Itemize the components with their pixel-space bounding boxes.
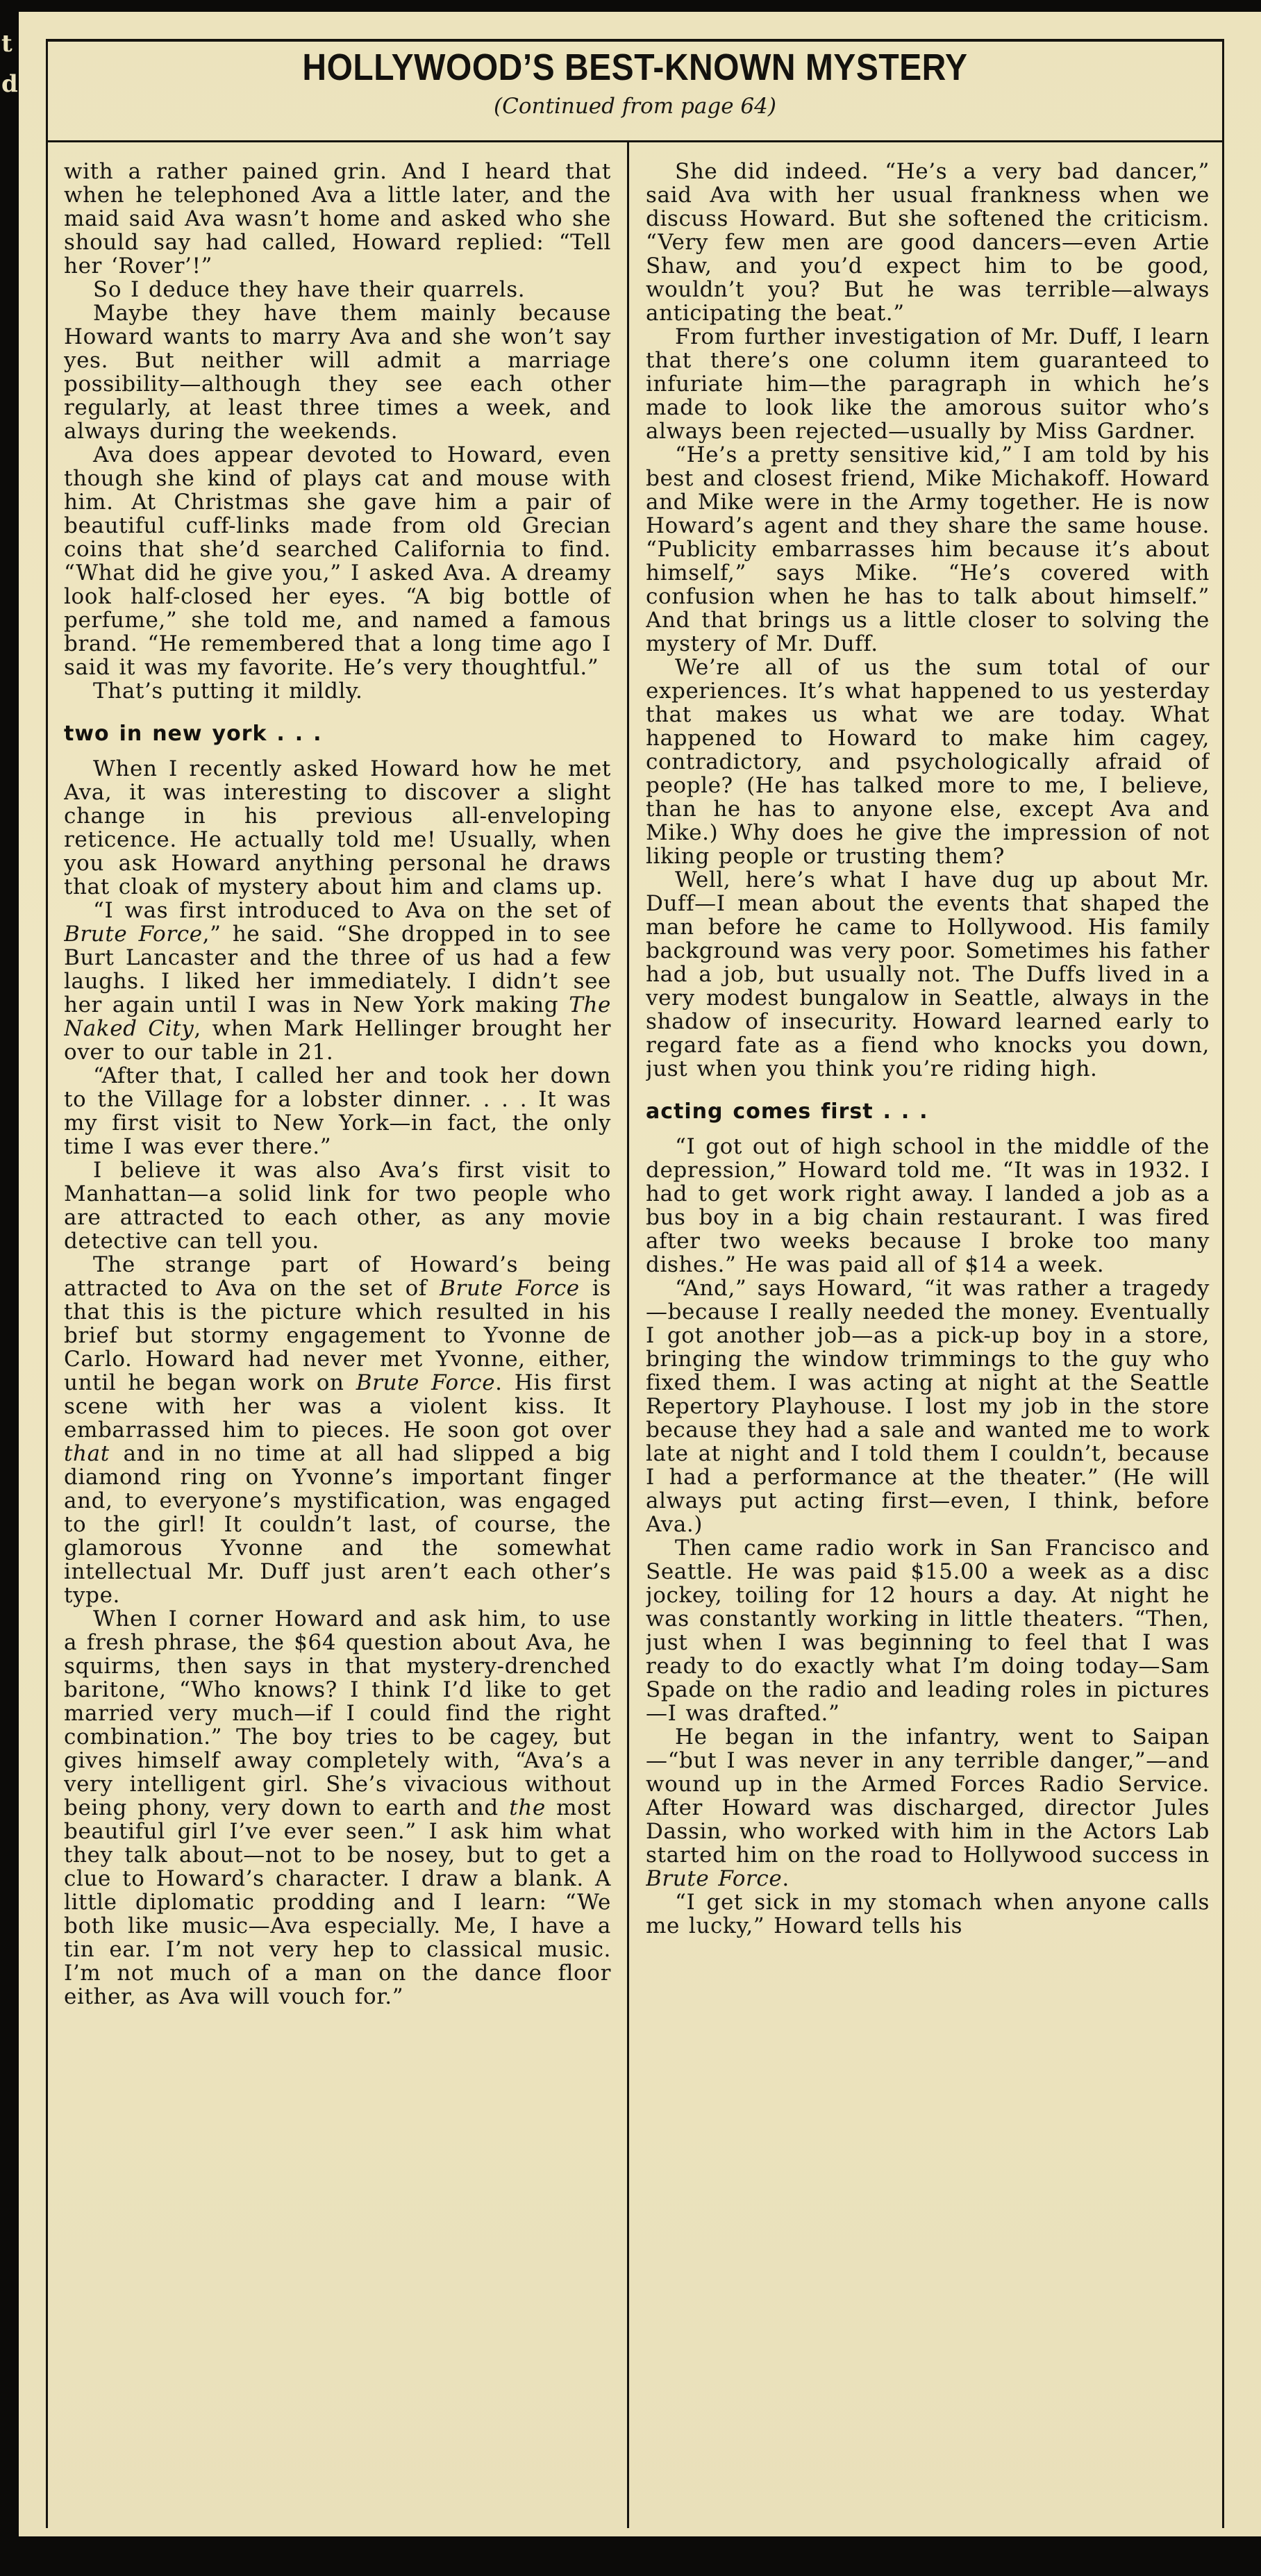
header-top-rule	[46, 39, 1224, 42]
article-header	[46, 47, 1224, 119]
article-paragraph: “I get sick in my stomach when anyone calls me lucky,” Howard tells his	[646, 1890, 1210, 1938]
article-paragraph: We’re all of us the sum total of our experiences. It’s what happened to us yesterday that makes us what we are today. What happened to Howard to make him cagey, contradictory, and psychologically afraid of people? (He has talked more to me, I believe, than he has to anyone else, except Ava and Mike.) Why does he give the impression of not liking people or trusting them?	[646, 655, 1210, 869]
section-heading: acting comes first . . .	[646, 1099, 928, 1124]
article-paragraph: “After that, I called her and took her down to the Village for a lobster dinner. . . . It was my first visit to New York—in fact, the only time I was ever there.”	[64, 1063, 611, 1159]
article-paragraph: “I got out of high school in the middle of the depression,” Howard told me. “It was in 1932. I had to get work right away. I landed a job as a bus boy in a big chain restaurant. I was fired after two weeks because I broke too many dishes.” He was paid all of $14 a week.	[646, 1134, 1210, 1277]
right-column	[646, 160, 1210, 2525]
article-paragraph: When I corner Howard and ask him, to use a fresh phrase, the $64 question about Ava, he squirms, then says in that mystery-drenched baritone, “Who knows? I think I’d like to get married very much—if I could find the right combination.” The boy tries to be cagey, but gives himself away completely with, “Ava’s a very intelligent girl. She’s vivacious without being phony, very down to earth and the most beautiful girl I’ve ever seen.” I ask him what they talk about—not to be nosey, but to get a clue to Howard’s character. I draw a blank. A little diplomatic prodding and I learn: “We both like music—Ava especially. Me, I have a tin ear. I’m not very hep to classical music. I’m not much of a man on the dance floor either, as Ava will vouch for.”	[64, 1606, 611, 2009]
article-paragraph: From further investigation of Mr. Duff, I learn that there’s one column item guaranteed to infuriate him—the paragraph in which he’s made to look like the amorous suitor who’s always been rejected—usually by Miss Gardner.	[646, 324, 1210, 444]
left-column	[64, 160, 611, 2525]
edge-bleed-text: d	[1, 70, 18, 98]
article-body	[64, 160, 1210, 2525]
header-bottom-rule	[46, 140, 1224, 142]
article-paragraph: The strange part of Howard’s being attracted to Ava on the set of Brute Force is that this is the picture which resulted in his brief but stormy engagement to Yvonne de Carlo. Howard had never met Yvonne, either, until he began work on Brute Force. His first scene with her was a violent kiss. It embarrassed him to pieces. He soon got over that and in no time at all had slipped a big diamond ring on Yvonne’s important finger and, to everyone’s mystification, was engaged to the girl! It couldn’t last, of course, the glamorous Yvonne and the somewhat intellectual Mr. Duff just aren’t each other’s type.	[64, 1252, 611, 1608]
page-bottom-border	[0, 2536, 1261, 2576]
right-frame-rule	[1222, 39, 1224, 2528]
section-heading: two in new york . . .	[64, 722, 322, 746]
article-paragraph: That’s putting it mildly.	[93, 679, 363, 704]
article-paragraph: with a rather pained grin. And I heard that when he telephoned Ava a little later, and the maid said Ava wasn’t home and asked who she should say had called, Howard replied: “Tell her ‘Rover’!”	[64, 160, 611, 279]
article-paragraph: When I recently asked Howard how he met Ava, it was interesting to discover a slight change in his previous all-enveloping reticence. He actually told me! Usually, when you ask Howard anything personal he draws that cloak of mystery about him and clams up.	[64, 756, 611, 899]
article-title: HOLLYWOOD’S BEST-KNOWN MYSTERY	[302, 47, 968, 89]
article-paragraph: “He’s a pretty sensitive kid,” I am told by his best and closest friend, Mike Michakoff. Howard and Mike were in the Army together. He is now Howard’s agent and they share the same house. “Publicity embarrasses him because it’s about himself,” says Mike. “He’s covered with confusion when he has to talk about himself.” And that brings us a little closer to solving the mystery of Mr. Duff.	[646, 442, 1210, 656]
page-edge-strip	[0, 0, 19, 2576]
article-paragraph: Maybe they have them mainly because Howard wants to marry Ava and she won’t say yes. But neither will admit a marriage possibility—although they see each other regularly, at least three times a week, and always during the weekends.	[64, 301, 611, 444]
article-paragraph: “I was first introduced to Ava on the set of Brute Force,” he said. “She dropped in to see Burt Lancaster and the three of us had a few laughs. I liked her immediately. I didn’t see her again until I was in New York making The Naked City, when Mark Hellinger brought her over to our table in 21.	[64, 898, 611, 1065]
continued-from-note: (Continued from page 64)	[494, 94, 776, 119]
article-paragraph: So I deduce they have their quarrels.	[93, 277, 526, 302]
article-paragraph: Well, here’s what I have dug up about Mr. Duff—I mean about the events that shaped the man before he came to Hollywood. His family background was very poor. Sometimes his father had a job, but usually not. The Duffs lived in a very modest bungalow in Seattle, always in the shadow of insecurity. Howard learned early to regard fate as a fiend who knocks you down, just when you think you’re riding high.	[646, 867, 1210, 1081]
article-paragraph: She did indeed. “He’s a very bad dancer,” said Ava with her usual frankness when we discuss Howard. But she softened the criticism. “Very few men are good dancers—even Artie Shaw, and you’d expect him to be good, wouldn’t you? But he was terrible—always anticipating the beat.”	[646, 160, 1210, 326]
article-paragraph: I believe it was also Ava’s first visit to Manhattan—a solid link for two people who are attracted to each other, as any movie detective can tell you.	[64, 1158, 611, 1254]
article-paragraph: He began in the infantry, went to Saipan—“but I was never in any terrible danger,”—and wound up in the Armed Forces Radio Service. After Howard was discharged, director Jules Dassin, who worked with him in the Actors Lab started him on the road to Hollywood success in Brute Force.	[646, 1725, 1210, 1891]
page-top-border	[0, 0, 1261, 12]
article-paragraph: Then came radio work in San Francisco and Seattle. He was paid $15.00 a week as a disc jockey, toiling for 12 hours a day. At night he was constantly working in little theaters. “Then, just when I was beginning to feel that I was ready to do exactly what I’m doing today—Sam Spade on the radio and leading roles in pictures—I was drafted.”	[646, 1536, 1210, 1726]
article-paragraph: “And,” says Howard, “it was rather a tragedy—because I really needed the money. Eventually I got another job—as a pick-up boy in a store, bringing the window trimmings to the guy who fixed them. I was acting at night at the Seattle Repertory Playhouse. I lost my job in the store because they had a sale and wanted me to work late at night and I told them I couldn’t, because I had a performance at the theater.” (He will always put acting first—even, I think, before Ava.)	[646, 1276, 1210, 1537]
left-frame-rule	[46, 39, 48, 2528]
article-paragraph: Ava does appear devoted to Howard, even though she kind of plays cat and mouse with him. At Christmas she gave him a pair of beautiful cuff-links made from old Grecian coins that she’d searched California to find. “What did he give you,” I asked Ava. A dreamy look half-closed her eyes. “A big bottle of perfume,” she told me, and named a famous brand. “He remembered that a long time ago I said it was my favorite. He’s very thoughtful.”	[64, 442, 611, 680]
edge-bleed-text: t	[1, 30, 12, 58]
